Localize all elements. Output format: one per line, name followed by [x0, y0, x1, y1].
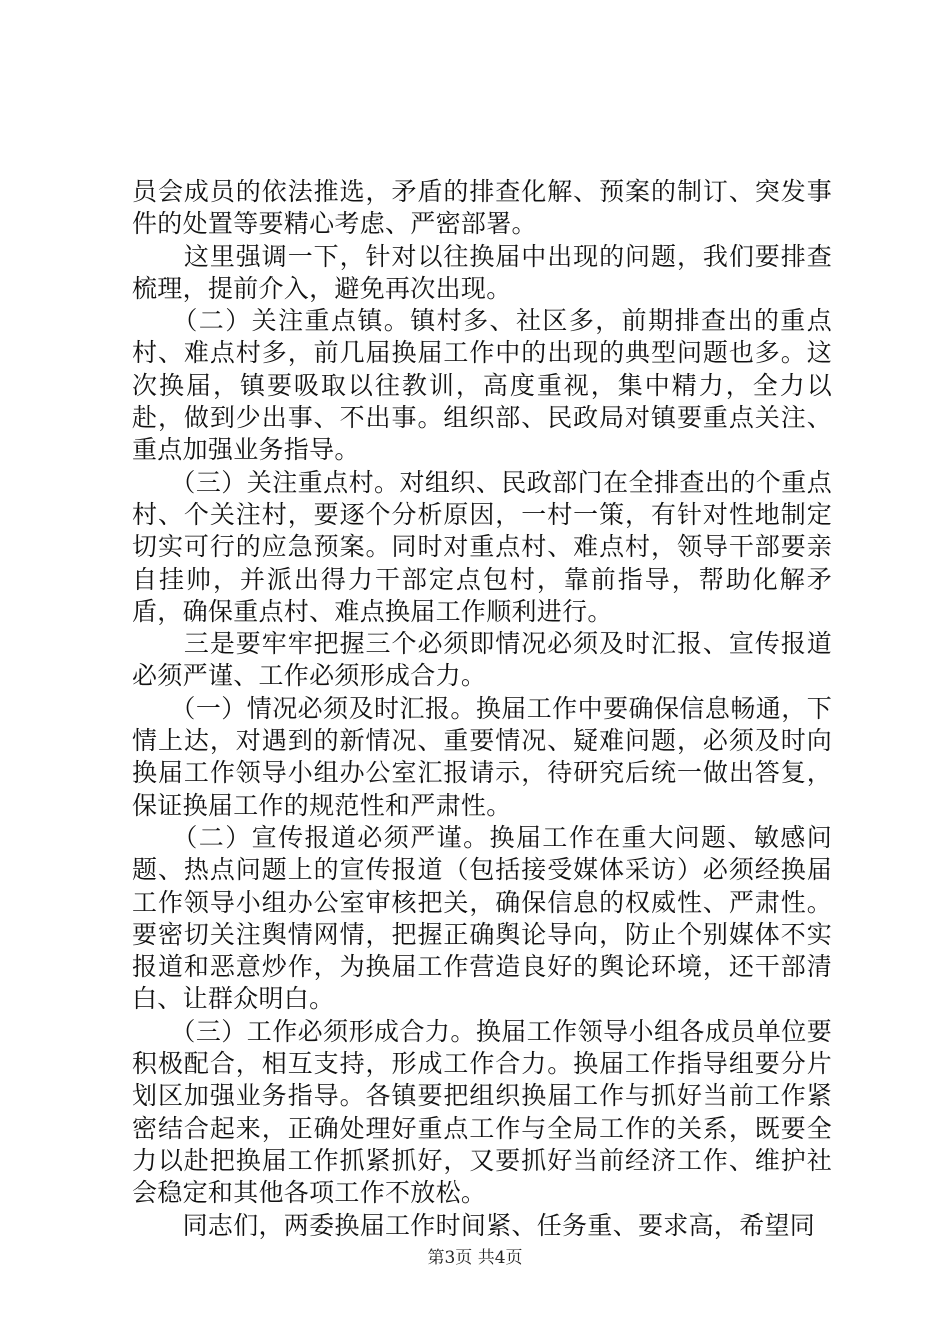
paragraph-8: （三）工作必须形成合力。换届工作领导小组各成员单位要积极配合，相互支持，形成工作合力。换届工作指导组要分片划区加强业务指导。各镇要把组织换届工作与抓好当前工作紧密结合起来，正确处理好重点工作与全局工作的关系，既要全力以赴把换届工作抓紧抓好，又要抓好当前经济工作、维护社会稳定和其他各项工作不放松。 — [132, 1016, 832, 1208]
paragraph-7: （二）宣传报道必须严谨。换届工作在重大问题、敏感问题、热点问题上的宣传报道（包括接受媒体采访）必须经换届工作领导小组办公室审核把关，确保信息的权威性、严肃性。要密切关注舆情网情，把握正确舆论导向，防止个别媒体不实报道和恶意炒作，为换届工作营造良好的舆论环境，还干部清白、让群众明白。 — [132, 822, 832, 1014]
paragraph-1: 员会成员的依法推选，矛盾的排查化解、预案的制订、突发事件的处置等要精心考虑、严密部署。 — [132, 177, 832, 239]
document-body — [132, 176, 832, 1242]
paragraph-4: （三）关注重点村。对组织、民政部门在全排查出的个重点村、个关注村，要逐个分析原因，一村一策，有针对性地制定切实可行的应急预案。同时对重点村、难点村，领导干部要亲自挂帅，并派出得力干部定点包村，靠前指导，帮助化解矛盾，确保重点村、难点换届工作顺利进行。 — [132, 467, 832, 626]
paragraph-3: （二）关注重点镇。镇村多、社区多，前期排查出的重点村、难点村多，前几届换届工作中的出现的典型问题也多。这次换届，镇要吸取以往教训，高度重视，集中精力，全力以赴，做到少出事、不出事。组织部、民政局对镇要重点关注、重点加强业务指导。 — [132, 306, 832, 465]
paragraph-2: 这里强调一下，针对以往换届中出现的问题，我们要排查梳理，提前介入，避免再次出现。 — [132, 241, 832, 303]
paragraph-9: 同志们，两委换届工作时间紧、任务重、要求高，希望同 — [132, 1210, 816, 1240]
page-footer: 第3页 共4页 — [427, 1248, 523, 1268]
paragraph-6: （一）情况必须及时汇报。换届工作中要确保信息畅通，下情上达，对遇到的新情况、重要情况、疑难问题，必须及时向换届工作领导小组办公室汇报请示，待研究后统一做出答复，保证换届工作的规范性和严肃性。 — [132, 693, 832, 820]
paragraph-5: 三是要牢牢把握三个必须即情况必须及时汇报、宣传报道必须严谨、工作必须形成合力。 — [132, 629, 832, 691]
